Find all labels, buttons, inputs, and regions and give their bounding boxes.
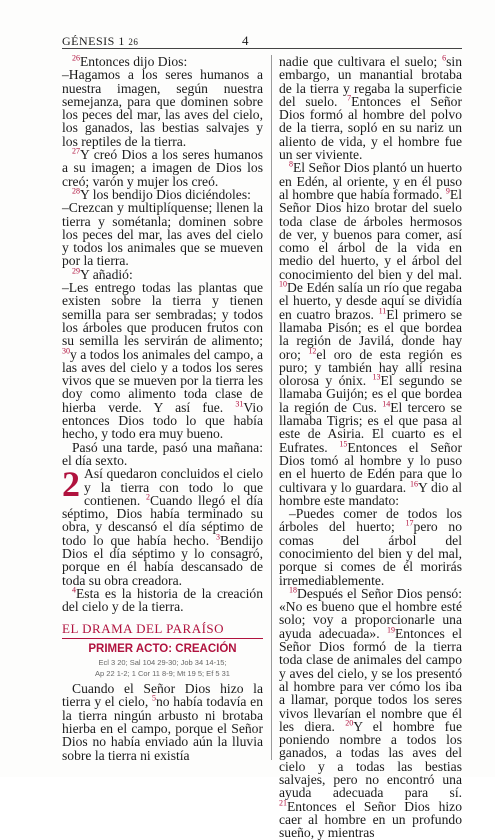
running-head	[62, 34, 138, 49]
section-title: EL DRAMA DEL PARAÍSO	[62, 621, 225, 637]
paragraph	[279, 507, 462, 587]
chapter-number: 2	[62, 464, 80, 505]
paragraph	[279, 587, 462, 840]
verse-number: 20	[345, 718, 354, 728]
verse-number: 30	[62, 346, 70, 355]
paragraph	[279, 161, 462, 507]
paragraph	[62, 55, 263, 148]
verse-text: Cuando el Señor Dios hizo la tierra y el cielo,	[62, 681, 263, 710]
paragraph	[279, 55, 462, 161]
verse-text: el oro de esta región es puro; y también hay allí resina olorosa y ónix.	[279, 346, 462, 389]
verse-text: El segundo se llamaba Guijón; es el que bordea la región de Cus.	[279, 373, 463, 415]
cross-references	[62, 657, 263, 679]
verse-number: 17	[405, 518, 414, 528]
left-column	[62, 55, 263, 762]
paragraph	[62, 587, 263, 614]
verse-text: Así quedaron concluidos el cielo y la tierra con todo lo que contienen.	[84, 466, 263, 508]
verse-number: 16	[409, 478, 418, 488]
verse-number: 5	[151, 693, 156, 703]
verse-text: –Hagamos a los seres humanos a nuestra imagen, según nuestra semejanza, para que dominen sobre los peces del mar, las aves del cielo, los ganados, las bestias salvajes y los reptiles de la tierra.	[62, 67, 263, 149]
verse-number: 29	[72, 266, 80, 276]
verse-text: El tercero se llamaba Tigris; es el que pasa al este de Asiria. El cuarto es el Eufrates.	[279, 399, 462, 455]
verse-number: 18	[289, 585, 297, 595]
paragraph	[62, 188, 263, 268]
verse-text: no había todavía en la tierra ningún arbusto ni brotaba hierba en el campo, porque el Señor Dios no había enviado aún la lluvia sobre la tierra ni existía	[62, 694, 263, 763]
verse-number: 27	[72, 146, 80, 156]
verse-text: El Señor Dios hizo brotar del suelo toda clase de árboles hermosos de ver, y buenos para comer, así como el árbol de la vida en medio del huerto, y el árbol del conocimiento del bien y del mal.	[279, 186, 462, 282]
page-number: 4	[242, 33, 249, 48]
verse-number: 21	[279, 798, 287, 808]
verse-number: 6	[442, 53, 447, 63]
verse-number: 31	[235, 399, 244, 409]
cross-references-line: Ecl 3 20; Sal 104 29-30; Job 34 14-15;	[98, 658, 227, 668]
verse-number: 8	[289, 159, 293, 169]
verse-text: y a todos los animales del campo, a las aves del cielo y a todos los seres vivos que se mueven por la tierra les doy como alimento toda clase de hierba verde. Y así fue.	[62, 346, 263, 415]
book-verse: 26	[128, 37, 139, 47]
verse-number: 7	[347, 93, 352, 103]
verse-text: Esta es la historia de la creación del cielo y de la tierra.	[62, 585, 263, 615]
verse-text: –Les entrego todas las plantas que existen sobre la tierra y tienen semilla para ser sembradas; y todos los árboles que producen frutos con su semilla les servirán de alimento;	[62, 280, 263, 349]
verse-text: El primero se llamaba Pisón; es el que bordea la región de Javilá, donde hay oro;	[279, 306, 463, 362]
verse-number: 19	[386, 625, 395, 635]
verse-number: 11	[378, 306, 387, 316]
verse-text: Y añadió:	[80, 266, 133, 282]
verse-number: 13	[372, 372, 381, 382]
cross-references-line: Ap 22 1-2; 1 Cor 11 8-9; Mt 19 5; Ef 5 31	[95, 669, 230, 679]
verse-text: Cuando llegó el día séptimo, Dios había terminado su obra, y descansó el día séptimo de todo lo que había hecho.	[62, 492, 263, 548]
verse-text: Vio entonces Dios todo lo que había hecho, y todo era muy bueno.	[62, 399, 263, 442]
paragraph: Pasó una tarde, pasó una mañana: el día sexto.	[62, 439, 263, 468]
right-column	[279, 55, 462, 840]
verse-text: Y los bendijo Dios diciéndoles:	[80, 186, 251, 202]
verse-text: Y dio al hombre este mandato:	[279, 479, 462, 508]
verse-text: nadie que cultivara el suelo;	[279, 54, 443, 69]
verse-number: 2	[145, 492, 150, 502]
verse-text: Después el Señor Dios pensó: «No es bueno que el hombre esté solo; voy a proporcionarle una ayuda adecuada».	[279, 585, 462, 641]
verse-number: 9	[445, 186, 450, 196]
verse-number: 3	[215, 532, 220, 542]
column-divider	[271, 55, 272, 760]
verse-number: 4	[72, 585, 76, 595]
verse-text: –Puedes comer de todos los árboles del huerto;	[279, 506, 462, 535]
verse-text: Bendijo Dios el día séptimo y lo consagró, porque en él había descansado de toda su obra creadora.	[62, 532, 263, 588]
verse-text: El Señor Dios plantó un huerto en Edén, al oriente, y en él puso al hombre que había formado.	[279, 160, 462, 202]
verse-number: 12	[308, 346, 317, 355]
section-rule	[62, 638, 263, 639]
page-header	[62, 31, 462, 51]
verse-text: Entonces el Señor Dios hizo caer al hombre en un profundo sueño, y mientras	[279, 798, 462, 840]
verse-text: –Crezcan y multiplíquense; llenen la tierra y sométanla; dominen sobre los peces del mar, las aves del cielo y todos los animales que se mueven por la tierra.	[62, 200, 263, 269]
verse-number: 15	[339, 439, 348, 449]
chapter-text	[62, 466, 263, 587]
verse-text: De Edén salía un río que regaba el huerto, y desde aquí se dividía en cuatro brazos.	[279, 280, 462, 322]
verse-text: Y el hombre fue poniendo nombre a todos los ganados, a todas las aves del cielo y a todas las bestias salvajes, pero no encontró una ayuda adecuada para sí.	[279, 718, 462, 801]
verse-text: pero no comas del árbol del conocimiento del bien y del mal, porque si comes de él morirás irremediablemente.	[279, 519, 462, 588]
header-rule	[62, 48, 462, 49]
verse-text: Entonces el Señor Dios formó de la tierra toda clase de animales del campo y aves del cielo, y se los presentó al hombre para ver cómo los iba a llamar, porque todos los seres vivos llevarían el nombre que él les diera.	[279, 625, 462, 734]
chapter-paragraph	[62, 464, 263, 588]
verse-text: Entonces dijo Dios:	[80, 54, 188, 69]
paragraph	[62, 148, 263, 188]
paragraph	[62, 268, 263, 441]
paragraph	[62, 682, 263, 762]
verse-text: Entonces el Señor Dios formó al hombre del polvo de la tierra, sopló en su nariz un aliento de vida, y el hombre fue un ser viviente.	[279, 93, 462, 163]
verse-number: 14	[382, 399, 391, 409]
verse-number: 10	[279, 279, 287, 289]
verse-text: Y creó Dios a los seres humanos a su imagen; a imagen de Dios los creó; varón y mujer los creó.	[62, 147, 263, 189]
subsection-title: PRIMER ACTO: CREACIÓN	[88, 642, 237, 655]
verse-text: Entonces el Señor Dios tomó al hombre y lo puso en el huerto de Edén para que lo cultivara y lo guardara.	[279, 439, 462, 495]
book-chapter: GÉNESIS 1	[62, 34, 125, 48]
verse-number: 28	[72, 186, 80, 196]
verse-text: sin embargo, un manantial brotaba de la tierra y regaba la superficie del suelo.	[279, 54, 462, 109]
verse-number: 26	[72, 53, 80, 63]
